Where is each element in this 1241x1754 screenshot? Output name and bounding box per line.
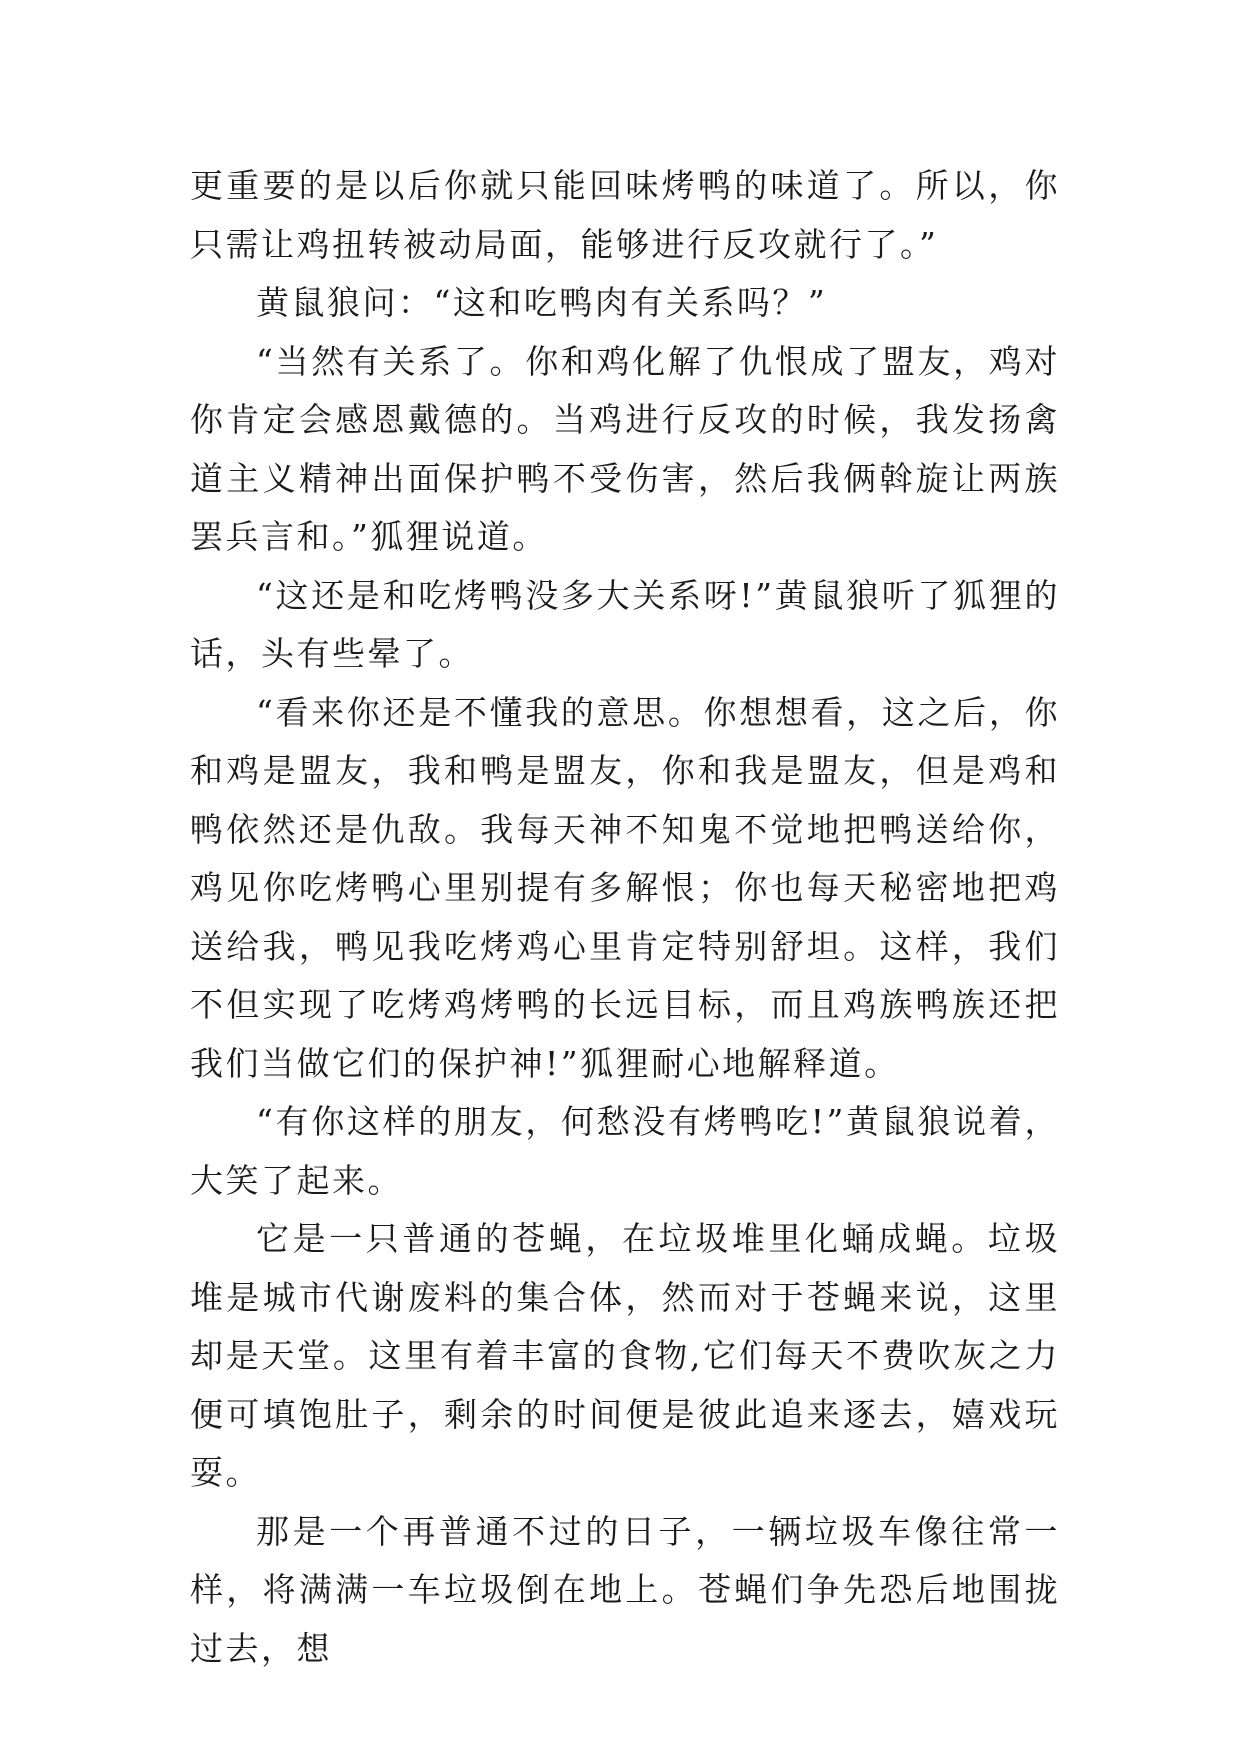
paragraph: “看来你还是不懂我的意思。你想想看，这之后，你和鸡是盟友，我和鸭是盟友，你和我是盟友，但是鸡和鸭依然还是仇敌。我每天神不知鬼不觉地把鸭送给你，鸡见你吃烤鸭心里别提有多解恨；你也每天秘密地把鸡送给我，鸭见我吃烤鸡心里肯定特别舒坦。这样，我们不但实现了吃烤鸡烤鸭的长远目标，而且鸡族鸭族还把我们当做它们的保护神!”狐狸耐心地解释道。 [190,692,1060,1083]
paragraph: 黄鼠狼问：“这和吃鸭肉有关系吗？” [256,283,828,322]
paragraph: “当然有关系了。你和鸡化解了仇恨成了盟友，鸡对你肯定会感恩戴德的。当鸡进行反攻的时候，我发扬禽道主义精神出面保护鸭不受伤害，然后我俩斡旋让两族罢兵言和。”狐狸说道。 [190,341,1060,556]
paragraph: “有你这样的朋友，何愁没有烤鸭吃!”黄鼠狼说着，大笑了起来。 [190,1102,1060,1200]
document-body [190,157,1060,1678]
paragraph: “这还是和吃烤鸭没多大关系呀!”黄鼠狼听了狐狸的话，头有些晕了。 [190,575,1060,673]
paragraph: 更重要的是以后你就只能回味烤鸭的味道了。所以，你只需让鸡扭转被动局面，能够进行反攻就行了。” [190,166,1060,264]
paragraph: 那是一个再普通不过的日子，一辆垃圾车像往常一样，将满满一车垃圾倒在地上。苍蝇们争先恐后地围拢过去，想 [190,1511,1060,1668]
paragraph: 它是一只普通的苍蝇，在垃圾堆里化蛹成蝇。垃圾堆是城市代谢废料的集合体，然而对于苍蝇来说，这里却是天堂。这里有着丰富的食物,它们每天不费吹灰之力便可填饱肚子，剩余的时间便是彼此追来逐去，嬉戏玩耍。 [190,1219,1060,1492]
